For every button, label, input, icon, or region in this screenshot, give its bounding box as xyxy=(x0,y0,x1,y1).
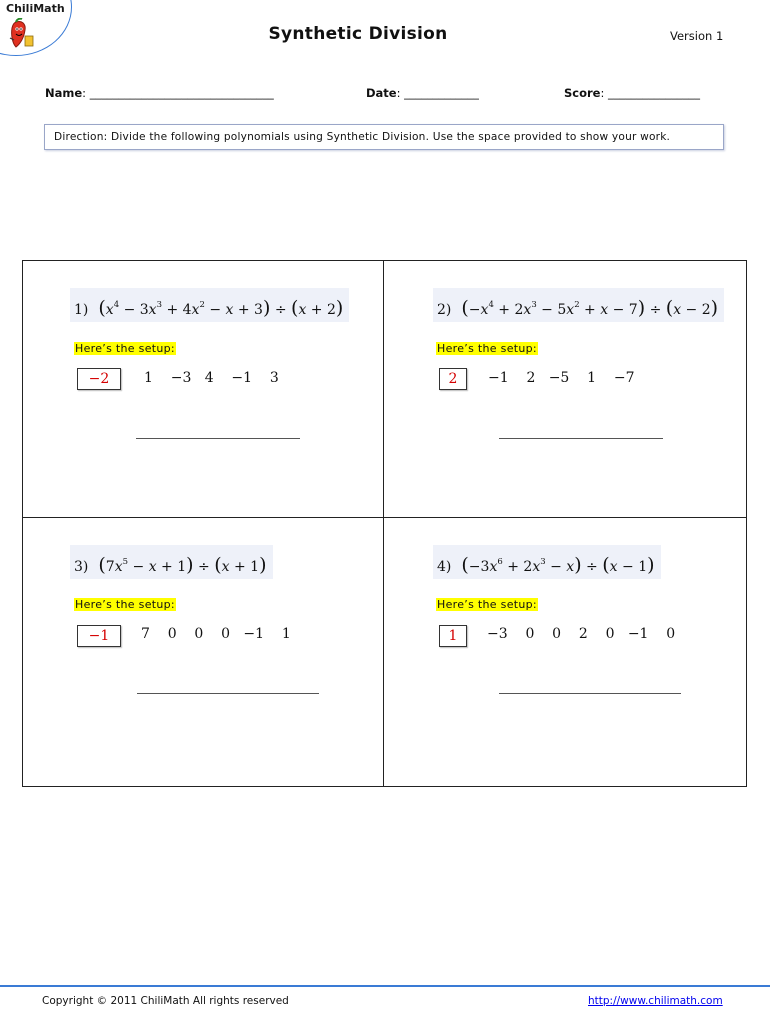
problem-1-divisor-box: −2 xyxy=(77,368,121,390)
logo-text: ChiliMath xyxy=(6,2,65,15)
date-blank: _____________ xyxy=(404,86,479,100)
website-link[interactable]: http://www.chilimath.com xyxy=(588,995,723,1007)
problem-2-answer-line[interactable] xyxy=(499,438,663,440)
footer-divider xyxy=(0,985,770,987)
version-label: Version 1 xyxy=(670,29,724,43)
grid-divider-vertical xyxy=(383,260,384,787)
score-label: Score xyxy=(564,86,601,100)
problem-4-answer-line[interactable] xyxy=(499,693,681,695)
problem-4-expression: 4) $(-3x^6 + 2x^3 - x) \div (x - 1)$ xyxy=(433,545,661,579)
problem-1-coefficients: 1 −3 4 −1 3 xyxy=(144,370,279,386)
score-blank: ________________ xyxy=(608,86,701,100)
score-field[interactable]: Score: ________________ xyxy=(564,86,701,100)
copyright-text: Copyright © 2011 ChiliMath All rights reserved xyxy=(42,995,289,1007)
grid-divider-horizontal xyxy=(22,517,747,518)
problem-number: 4) xyxy=(437,559,452,575)
problem-2-divisor-box: 2 xyxy=(439,368,467,390)
problem-4-coefficients: −3 0 0 2 0 −1 0 xyxy=(487,626,676,642)
problem-3-divisor-box: −1 xyxy=(77,625,121,647)
problem-1-expression: 1) $(x^4 - 3x^3 + 4x^2 - x + 3) \div (x + 2)$ xyxy=(70,288,349,322)
problem-1-answer-line[interactable] xyxy=(136,438,300,440)
problem-number: 2) xyxy=(437,302,452,318)
problem-3-setup-label: Here’s the setup: xyxy=(75,598,175,611)
problem-4-divisor-box: 1 xyxy=(439,625,467,647)
direction-box: Direction: Divide the following polynomials using Synthetic Division. Use the space provided to show your work. xyxy=(44,124,724,150)
problem-1-setup-label: Here’s the setup: xyxy=(75,342,175,355)
problem-3-coefficients: 7 0 0 0 −1 1 xyxy=(141,626,291,642)
problem-2-coefficients: −1 2 −5 1 −7 xyxy=(488,370,635,386)
date-field[interactable]: Date: _____________ xyxy=(366,86,479,100)
problem-4-setup-label: Here’s the setup: xyxy=(437,598,537,611)
problem-3-expression: 3) $(7x^5 - x + 1) \div (x + 1)$ xyxy=(70,545,273,579)
name-blank: ________________________________ xyxy=(89,86,274,100)
problem-number: 1) xyxy=(74,302,89,318)
problem-2-setup-label: Here’s the setup: xyxy=(437,342,537,355)
problem-number: 3) xyxy=(74,559,89,575)
date-label: Date xyxy=(366,86,397,100)
problem-3-answer-line[interactable] xyxy=(137,693,319,695)
page-title: Synthetic Division xyxy=(268,24,448,44)
name-label: Name xyxy=(45,86,83,100)
problem-2-expression: 2) $(-x^4 + 2x^3 - 5x^2 + x - 7) \div (x - 2)$ xyxy=(433,288,724,322)
name-field[interactable]: Name: ________________________________ xyxy=(45,86,274,100)
